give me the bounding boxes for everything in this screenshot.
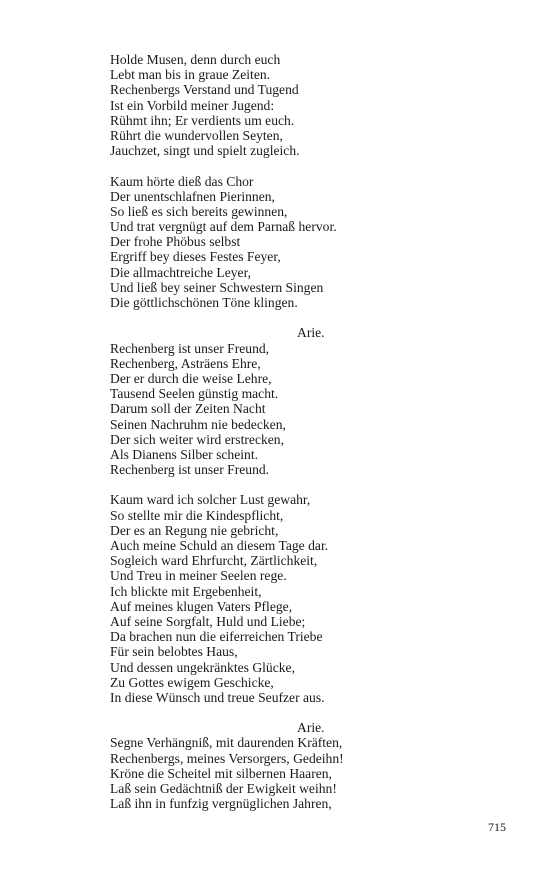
poem-line: Und ließ bey seiner Schwestern Singen [110,279,324,295]
poem-line: Und Treu in meiner Seelen rege. [110,568,287,584]
poem-line: Kaum ward ich solcher Lust gewahr, [110,492,311,508]
poem-line: Seinen Nachruhm nie bedecken, [110,416,286,432]
poem-line: Kröne die Scheitel mit silbernen Haaren, [110,765,332,781]
poem-line: Holde Musen, denn durch euch [110,52,281,67]
poem-line: Laß ihn in funfzig vergnüglichen Jahren, [110,796,332,812]
stanza-gap [110,310,410,325]
poem-line: Der frohe Phöbus selbst [110,234,241,250]
poem-line: Der unentschlafnen Pierinnen, [110,188,275,204]
poem-line: Der sich weiter wird erstrecken, [110,431,284,447]
poem-line: Und trat vergnügt auf dem Parnaß hervor. [110,219,337,235]
stanza-1 [110,52,410,158]
poem-line: Zu Gottes ewigem Geschicke, [110,674,274,690]
poem-line: So ließ es sich bereits gewinnen, [110,203,288,219]
poem-line: Ist ein Vorbild meiner Jugend: [110,97,275,113]
stanza-gap [110,705,410,720]
poem-line: Rechenberg, Asträens Ehre, [110,355,261,371]
poem-line: Der es an Regung nie gebricht, [110,522,279,538]
aria-1 [110,325,410,477]
poem-line: Und dessen ungekränktes Glücke, [110,659,295,675]
poem-line: Segne Verhängniß, mit daurenden Kräften, [110,735,343,751]
poem-line: Auf seine Sorgfalt, Huld und Liebe; [110,613,306,629]
stanza-gap [110,477,410,492]
poem-line: Als Dianens Silber scheint. [110,446,258,462]
poem-line: Rührt die wundervollen Seyten, [110,127,283,143]
poem-line: So stellte mir die Kindespflicht, [110,507,284,523]
page-number: 715 [488,820,506,834]
poem-line: Jauchzet, singt und spielt zugleich. [110,143,300,159]
poem-line: Kaum hörte dieß das Chor [110,173,254,189]
poem-line: Auf meines klugen Vaters Pflege, [110,598,293,614]
stanza-3 [110,492,410,705]
poem-line: Rühmt ihn; Er verdients um euch. [110,112,295,128]
poem-line: Rechenbergs Verstand und Tugend [110,82,299,98]
stanza-2 [110,174,410,311]
poem-text [110,52,410,811]
poem-line: Ergriff bey dieses Festes Feyer, [110,249,281,265]
aria-heading: Arie. [297,720,325,736]
poem-line: Darum soll der Zeiten Nacht [110,401,266,417]
poem-line: Ich blickte mit Ergebenheit, [110,583,262,599]
poem-line: Laß sein Gedächtniß der Ewigkeit weihn! [110,781,337,796]
poem-line: Tausend Seelen günstig macht. [110,386,279,402]
poem-line: Rechenberg ist unser Freund, [110,340,270,356]
poem-line: Lebt man bis in graue Zeiten. [110,67,271,83]
poem-line: Da brachen nun die eiferreichen Triebe [110,629,323,645]
aria-2 [110,720,410,811]
aria-heading: Arie. [297,325,325,341]
poem-line: Für sein belobtes Haus, [110,644,238,660]
poem-line: Die göttlichschönen Töne klingen. [110,295,298,310]
poem-line: Rechenbergs, meines Versorgers, Gedeihn! [110,750,344,766]
stanza-gap [110,158,410,173]
poem-line: In diese Wünsch und treue Seufzer aus. [110,689,325,705]
poem-line: Sogleich ward Ehrfurcht, Zärtlichkeit, [110,553,318,569]
poem-line: Rechenberg ist unser Freund. [110,462,270,478]
poem-line: Der er durch die weise Lehre, [110,370,272,386]
poem-line: Auch meine Schuld an diesem Tage dar. [110,538,329,553]
poem-line: Die allmachtreiche Leyer, [110,264,251,280]
